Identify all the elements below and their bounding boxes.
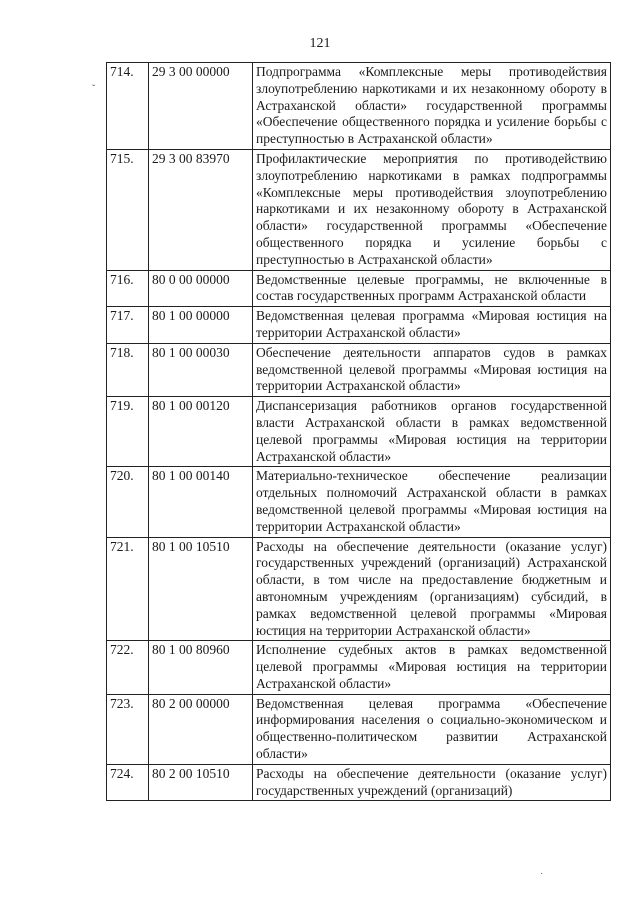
row-number: 718. (107, 343, 149, 396)
table-row (107, 764, 611, 801)
row-description: Диспансеризация работников органов государственной власти Астраханской области в рамках ведомственной целевой программы «Мировая юстиция на территории Астраханской области» (253, 397, 611, 467)
row-number: 720. (107, 467, 149, 537)
row-description: Обеспечение деятельности аппаратов судов в рамках ведомственной целевой программы «Мировая юстиция на территории Астраханской области» (253, 343, 611, 396)
scan-mark: ˇ (92, 84, 96, 95)
row-number: 722. (107, 641, 149, 694)
budget-code: 80 1 00 00000 (149, 307, 253, 344)
table-row (107, 149, 611, 270)
table-row (107, 63, 611, 150)
table-row (107, 641, 611, 694)
row-number: 717. (107, 307, 149, 344)
table-row (107, 537, 611, 641)
row-number: 721. (107, 537, 149, 641)
scan-mark: ˙ (540, 872, 544, 883)
table-row (107, 343, 611, 396)
row-number: 716. (107, 270, 149, 307)
row-description: Расходы на обеспечение деятельности (оказание услуг) государственных учреждений (организаций) (253, 764, 611, 801)
row-description: Расходы на обеспечение деятельности (оказание услуг) государственных учреждений (организаций) Астраханской области, в том числе на предоставление бюджетным и автономным учреждениям (организациям) субсидий, в рамках ведомственной целевой программы «Мировая юстиция на территории Астраханской области» (253, 537, 611, 641)
table-row (107, 397, 611, 467)
budget-code: 80 2 00 10510 (149, 764, 253, 801)
row-description: Материально-техническое обеспечение реализации отдельных полномочий Астраханской области в рамках ведомственной целевой программы «Мировая юстиция на территории Астраханской области» (253, 467, 611, 537)
table-row (107, 270, 611, 307)
row-number: 715. (107, 149, 149, 270)
row-description: Исполнение судебных актов в рамках ведомственной целевой программы «Мировая юстиция на территории Астраханской области» (253, 641, 611, 694)
budget-code: 80 2 00 00000 (149, 694, 253, 764)
row-number: 719. (107, 397, 149, 467)
budget-code: 80 0 00 00000 (149, 270, 253, 307)
budget-code: 80 1 00 80960 (149, 641, 253, 694)
row-description: Ведомственные целевые программы, не включенные в состав государственных программ Астраханской области (253, 270, 611, 307)
row-description: Ведомственная целевая программа «Обеспечение информирования населения о социально-экономическом и общественно-политическом развитии Астраханской области» (253, 694, 611, 764)
table-row (107, 307, 611, 344)
row-number: 723. (107, 694, 149, 764)
row-description: Ведомственная целевая программа «Мировая юстиция на территории Астраханской области» (253, 307, 611, 344)
budget-code: 29 3 00 83970 (149, 149, 253, 270)
table-row (107, 467, 611, 537)
budget-code: 80 1 00 00120 (149, 397, 253, 467)
budget-code: 80 1 00 10510 (149, 537, 253, 641)
budget-code: 29 3 00 00000 (149, 63, 253, 150)
budget-code: 80 1 00 00140 (149, 467, 253, 537)
row-number: 714. (107, 63, 149, 150)
budget-code-table (106, 62, 611, 801)
row-description: Подпрограмма «Комплексные меры противодействия злоупотреблению наркотиками и их незаконному обороту в Астраханской области» государственной программы «Обеспечение общественного порядка и усиление борьбы с преступностью в Астраханской области» (253, 63, 611, 150)
budget-code: 80 1 00 00030 (149, 343, 253, 396)
row-number: 724. (107, 764, 149, 801)
row-description: Профилактические мероприятия по противодействию злоупотреблению наркотиками в рамках подпрограммы «Комплексные меры противодействия злоупотреблению наркотиками и их незаконному обороту в Астраханской области» государственной программы «Обеспечение общественного порядка и усиление борьбы с преступностью в Астраханской области» (253, 149, 611, 270)
page-number: 121 (309, 36, 331, 51)
table-row (107, 694, 611, 764)
